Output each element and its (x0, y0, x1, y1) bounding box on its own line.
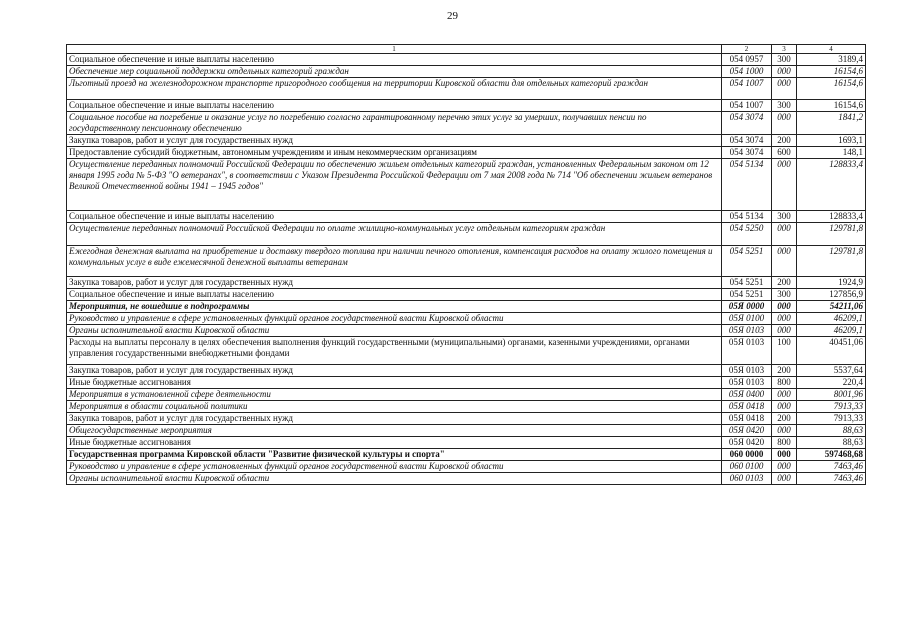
table-row (67, 54, 866, 66)
row-code: 054 0957 (722, 54, 772, 66)
row-name: Руководство и управление в сфере установленных функций органов государственной власти Кировской области (67, 461, 722, 473)
row-type: 300 (772, 100, 797, 112)
row-name: Мероприятия, не вошедшие в подпрограммы (67, 301, 722, 313)
row-value: 1841,2 (797, 112, 866, 135)
row-code: 05Я 0400 (722, 389, 772, 401)
table-row (67, 425, 866, 437)
row-type: 200 (772, 135, 797, 147)
row-name: Закупка товаров, работ и услуг для государственных нужд (67, 277, 722, 289)
table-row (67, 449, 866, 461)
table-row (67, 135, 866, 147)
row-name: Предоставление субсидий бюджетным, автономным учреждениям и иным некоммерческим организациям (67, 147, 722, 159)
table-row (67, 389, 866, 401)
row-name: Осуществление переданных полномочий Российской Федерации по обеспечению жильем отдельных категорий граждан, установленных Федеральным законом от 12 января 1995 года № 5-ФЗ "О ветеранах", в соответствии с Указом Президента Российской Федерации от 7 мая 2008 года № 714 "Об обеспечении жильем ветеранов Великой Отечественной войны 1941 – 1945 годов" (67, 159, 722, 211)
row-name: Общегосударственные мероприятия (67, 425, 722, 437)
row-code: 054 5134 (722, 159, 772, 211)
row-name: Социальное пособие на погребение и оказание услуг по погребению согласно гарантированному перечню этих услуг за умерших, получавших пенсии по государственному пенсионному обеспечению (67, 112, 722, 135)
table-row (67, 377, 866, 389)
row-type: 000 (772, 159, 797, 211)
row-name: Социальное обеспечение и иные выплаты населению (67, 100, 722, 112)
row-name: Осуществление переданных полномочий Российской Федерации по оплате жилищно-коммунальных услуг отдельным категориям граждан (67, 223, 722, 246)
row-name: Закупка товаров, работ и услуг для государственных нужд (67, 365, 722, 377)
row-code: 05Я 0420 (722, 425, 772, 437)
row-code: 054 3074 (722, 135, 772, 147)
row-value: 46209,1 (797, 325, 866, 337)
table-row (67, 112, 866, 135)
row-value: 597468,68 (797, 449, 866, 461)
table-row (67, 401, 866, 413)
table-row (67, 66, 866, 78)
row-code: 054 1000 (722, 66, 772, 78)
row-value: 54211,06 (797, 301, 866, 313)
column-number-3: 3 (772, 45, 797, 54)
row-value: 16154,6 (797, 100, 866, 112)
row-type: 000 (772, 112, 797, 135)
row-name: Органы исполнительной власти Кировской области (67, 473, 722, 485)
row-type: 000 (772, 78, 797, 100)
row-value: 46209,1 (797, 313, 866, 325)
row-value: 8001,96 (797, 389, 866, 401)
row-code: 054 1007 (722, 78, 772, 100)
column-number-4: 4 (797, 45, 866, 54)
row-value: 7913,33 (797, 413, 866, 425)
row-name: Иные бюджетные ассигнования (67, 437, 722, 449)
row-name: Ежегодная денежная выплата на приобретение и доставку твердого топлива при наличии печного отопления, компенсация расходов на оплату жилого помещения и коммунальных услуг в виде ежемесячной денежной выплаты ветеранам (67, 246, 722, 277)
budget-table-body (67, 45, 866, 485)
row-type: 000 (772, 325, 797, 337)
table-row (67, 159, 866, 211)
row-type: 000 (772, 246, 797, 277)
row-type: 000 (772, 449, 797, 461)
row-type: 200 (772, 365, 797, 377)
row-code: 054 1007 (722, 100, 772, 112)
row-code: 060 0000 (722, 449, 772, 461)
row-name: Руководство и управление в сфере установленных функций органов государственной власти Кировской области (67, 313, 722, 325)
row-value: 88,63 (797, 437, 866, 449)
row-type: 300 (772, 54, 797, 66)
row-code: 05Я 0103 (722, 325, 772, 337)
row-code: 05Я 0103 (722, 337, 772, 365)
row-type: 200 (772, 277, 797, 289)
row-code: 054 5251 (722, 289, 772, 301)
row-value: 129781,8 (797, 246, 866, 277)
row-value: 16154,6 (797, 78, 866, 100)
row-code: 054 5134 (722, 211, 772, 223)
row-name: Мероприятия в установленной сфере деятельности (67, 389, 722, 401)
row-type: 200 (772, 413, 797, 425)
row-type: 000 (772, 389, 797, 401)
row-name: Закупка товаров, работ и услуг для государственных нужд (67, 135, 722, 147)
column-number-2: 2 (722, 45, 772, 54)
column-number-header-row (67, 45, 866, 54)
row-code: 054 5251 (722, 277, 772, 289)
row-value: 1924,9 (797, 277, 866, 289)
row-code: 05Я 0420 (722, 437, 772, 449)
row-type: 800 (772, 377, 797, 389)
row-type: 000 (772, 223, 797, 246)
table-row (67, 246, 866, 277)
row-code: 060 0100 (722, 461, 772, 473)
table-row (67, 100, 866, 112)
row-code: 05Я 0418 (722, 401, 772, 413)
row-value: 128833,4 (797, 211, 866, 223)
row-name: Расходы на выплаты персоналу в целях обеспечения выполнения функций государственными (муниципальными) органами, казенными учреждениями, органами управления государственными внебюджетными фондами (67, 337, 722, 365)
page-number: 29 (447, 10, 458, 22)
row-name: Закупка товаров, работ и услуг для государственных нужд (67, 413, 722, 425)
column-number-1: 1 (67, 45, 722, 54)
row-name: Социальное обеспечение и иные выплаты населению (67, 211, 722, 223)
row-value: 7913,33 (797, 401, 866, 413)
row-type: 000 (772, 461, 797, 473)
row-value: 88,63 (797, 425, 866, 437)
row-value: 129781,8 (797, 223, 866, 246)
table-row (67, 337, 866, 365)
table-row (67, 223, 866, 246)
row-value: 127856,9 (797, 289, 866, 301)
row-code: 05Я 0103 (722, 377, 772, 389)
row-name: Иные бюджетные ассигнования (67, 377, 722, 389)
row-code: 054 3074 (722, 112, 772, 135)
row-value: 16154,6 (797, 66, 866, 78)
table-row (67, 147, 866, 159)
table-row (67, 437, 866, 449)
row-type: 000 (772, 313, 797, 325)
row-code: 060 0103 (722, 473, 772, 485)
row-name: Льготный проезд на железнодорожном транспорте пригородного сообщения на территории Кировской области для отдельных категорий граждан (67, 78, 722, 100)
table-row (67, 473, 866, 485)
table-row (67, 78, 866, 100)
row-value: 1693,1 (797, 135, 866, 147)
table-row (67, 413, 866, 425)
row-code: 054 5251 (722, 246, 772, 277)
row-code: 05Я 0418 (722, 413, 772, 425)
row-value: 40451,06 (797, 337, 866, 365)
row-type: 600 (772, 147, 797, 159)
row-value: 7463,46 (797, 461, 866, 473)
row-type: 000 (772, 301, 797, 313)
row-value: 7463,46 (797, 473, 866, 485)
row-value: 3189,4 (797, 54, 866, 66)
table-row (67, 313, 866, 325)
table-row (67, 365, 866, 377)
row-name: Органы исполнительной власти Кировской области (67, 325, 722, 337)
row-code: 05Я 0000 (722, 301, 772, 313)
row-type: 300 (772, 289, 797, 301)
row-name: Социальное обеспечение и иные выплаты населению (67, 54, 722, 66)
row-type: 000 (772, 66, 797, 78)
row-code: 05Я 0100 (722, 313, 772, 325)
row-value: 148,1 (797, 147, 866, 159)
row-name: Обеспечение мер социальной поддержки отдельных категорий граждан (67, 66, 722, 78)
table-row (67, 325, 866, 337)
table-row (67, 289, 866, 301)
table-row (67, 277, 866, 289)
row-type: 000 (772, 401, 797, 413)
budget-table (66, 44, 866, 485)
row-code: 054 3074 (722, 147, 772, 159)
row-type: 800 (772, 437, 797, 449)
table-row (67, 301, 866, 313)
row-value: 128833,4 (797, 159, 866, 211)
row-name: Мероприятия в области социальной политики (67, 401, 722, 413)
row-value: 220,4 (797, 377, 866, 389)
row-value: 5537,64 (797, 365, 866, 377)
row-type: 300 (772, 211, 797, 223)
table-row (67, 211, 866, 223)
row-code: 05Я 0103 (722, 365, 772, 377)
row-name: Социальное обеспечение и иные выплаты населению (67, 289, 722, 301)
table-row (67, 461, 866, 473)
row-name: Государственная программа Кировской области "Развитие физической культуры и спорта" (67, 449, 722, 461)
row-type: 000 (772, 425, 797, 437)
row-type: 000 (772, 473, 797, 485)
row-type: 100 (772, 337, 797, 365)
row-code: 054 5250 (722, 223, 772, 246)
